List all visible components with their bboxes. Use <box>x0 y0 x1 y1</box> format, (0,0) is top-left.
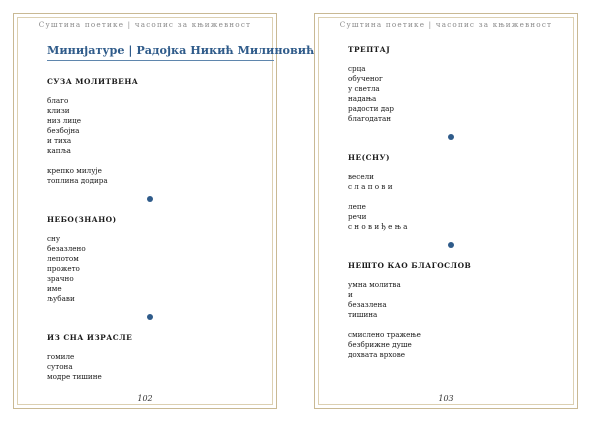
poem-line: безбојна <box>47 126 80 135</box>
poem-line: прожето <box>47 264 80 273</box>
left-page <box>13 13 315 409</box>
poem-line: благодатан <box>348 114 392 123</box>
page-number-right: 103 <box>438 394 454 403</box>
right-page <box>314 13 578 409</box>
stanza <box>348 330 548 360</box>
separator-dot-icon <box>448 134 454 140</box>
poem-line: безазлено <box>47 244 86 253</box>
poem-line: љубави <box>47 294 75 303</box>
poem-line: топлина додира <box>47 176 108 185</box>
separator-dot-icon <box>448 242 454 248</box>
poem-line: и <box>348 290 353 299</box>
stanza <box>348 280 548 320</box>
poem-line: дохвата врхове <box>348 350 406 359</box>
stanza <box>47 166 247 186</box>
poem-line: безазлена <box>348 300 387 309</box>
poem-line: безбрижне душе <box>348 340 412 349</box>
poem-line: клизи <box>47 106 70 115</box>
poem-line: радости дар <box>348 104 395 113</box>
poem-line: гомиле <box>47 352 75 361</box>
poem-line: у светла <box>348 84 380 93</box>
poem <box>47 215 247 304</box>
right-poems <box>348 45 548 360</box>
running-head-right: Суштина поетике | часопис за књижевност <box>339 20 553 29</box>
article-title: Минијатуре | Радојка Никић Милиновић <box>47 43 274 61</box>
poem-line: умна молитва <box>348 280 401 289</box>
poem-title: НЕБО(ЗНАНО) <box>47 215 117 224</box>
poem-line: речи <box>348 212 367 221</box>
poem-line: низ лице <box>47 116 82 125</box>
poem-line: зрачно <box>47 274 74 283</box>
separator-dot-icon <box>147 196 153 202</box>
poem-line: и тиха <box>47 136 72 145</box>
poem-line: сну <box>47 234 61 243</box>
poem-line: с л а п о в и <box>348 182 393 191</box>
poem-title: СУЗА МОЛИТВЕНА <box>47 77 139 86</box>
poem-title: НЕ(СНУ) <box>348 153 390 162</box>
poem-line: тишина <box>348 310 378 319</box>
stanza <box>348 172 548 192</box>
poem <box>348 45 548 124</box>
stanza <box>47 234 247 304</box>
poem-line: модре тишине <box>47 372 102 381</box>
poem-title: ИЗ СНА ИЗРАСЛЕ <box>47 333 133 342</box>
poem-line: лепотом <box>47 254 79 263</box>
poem <box>47 333 247 382</box>
page-number-left: 102 <box>137 394 153 403</box>
poem-line: име <box>47 284 62 293</box>
poem-line: с н о в и ђ е њ а <box>348 222 408 231</box>
separator-dot-icon <box>147 314 153 320</box>
left-poems <box>47 77 247 382</box>
poem <box>348 153 548 232</box>
poem-line: крепко милује <box>47 166 102 175</box>
poem-line: сутона <box>47 362 73 371</box>
poem <box>348 261 548 360</box>
stanza <box>348 64 548 124</box>
stanza <box>47 96 247 156</box>
poem-line: капља <box>47 146 71 155</box>
stanza <box>348 202 548 232</box>
poem <box>47 77 247 186</box>
poem-title: НЕШТО КАО БЛАГОСЛОВ <box>348 261 472 270</box>
poem-line: обученог <box>348 74 383 83</box>
poem-line: срца <box>348 64 366 73</box>
stanza <box>47 352 247 382</box>
poem-line: смислено тражење <box>348 330 421 339</box>
running-head-left: Суштина поетике | часопис за књижевност <box>38 20 252 29</box>
poem-line: весели <box>348 172 374 181</box>
poem-line: благо <box>47 96 69 105</box>
poem-title: ТРЕПТАЈ <box>348 45 391 54</box>
poem-line: лепе <box>348 202 366 211</box>
poem-line: надања <box>348 94 377 103</box>
